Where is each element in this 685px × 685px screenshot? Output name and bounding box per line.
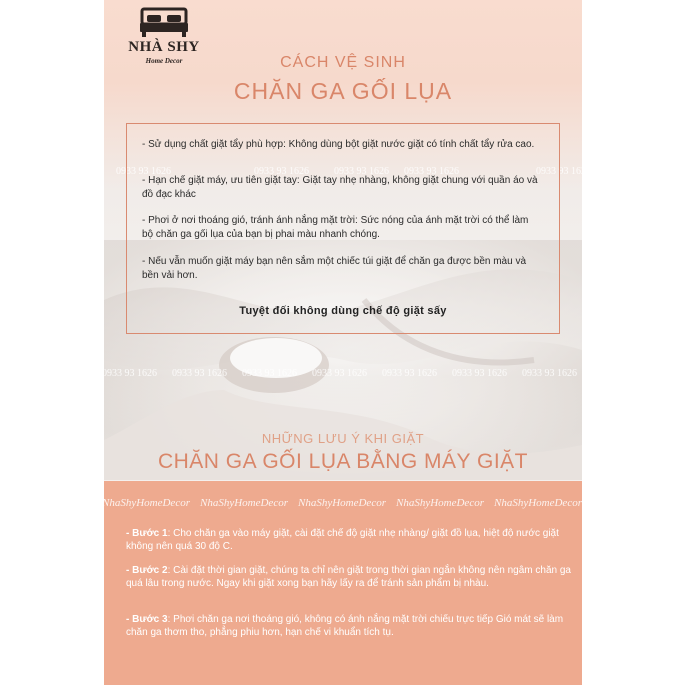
section2-heading-line2: CHĂN GA GỐI LỤA BẰNG MÁY GIẶT bbox=[157, 450, 529, 473]
watermark-phone: 0933 93 1626 bbox=[404, 166, 459, 177]
step-label: - Bước 1 bbox=[126, 528, 168, 539]
tip-item: - Sử dụng chất giặt tẩy phù hợp: Không dùng bột giặt nước giặt có tính chất tẩy rửa cao. bbox=[142, 139, 535, 150]
watermark-phone: 0933 93 1626 bbox=[242, 368, 297, 379]
watermark-phone: 0933 93 1626 bbox=[254, 166, 309, 177]
step-label: - Bước 2 bbox=[126, 565, 168, 576]
heading-line2: CHĂN GA GỐI LỤA bbox=[233, 78, 453, 104]
warning-text: Tuyệt đối không dùng chế độ giặt sấy bbox=[239, 305, 447, 317]
watermark-phone: 0933 93 1626 bbox=[102, 368, 157, 379]
care-guide-poster bbox=[102, 0, 591, 685]
heading-line1: CÁCH VỆ SINH bbox=[280, 54, 406, 71]
watermark-phone: 0933 93 1626 bbox=[334, 166, 389, 177]
watermark-phone: 0933 93 1626 bbox=[536, 166, 591, 177]
step-item bbox=[126, 527, 576, 553]
section2-heading-line1: NHỮNG LƯU Ý KHI GIẶT bbox=[261, 431, 425, 446]
watermark-phone: 0933 93 1626 bbox=[382, 368, 437, 379]
bed-icon bbox=[138, 6, 190, 38]
step-item bbox=[126, 613, 576, 639]
brand-tagline: Home Decor bbox=[145, 57, 183, 65]
watermark-brand: NhaShyHomeDecor bbox=[102, 497, 190, 509]
watermark-phone: 0933 93 1626 bbox=[452, 368, 507, 379]
watermark-brand: NhaShyHomeDecor bbox=[494, 497, 582, 509]
step-text: : Phơi chăn ga nơi thoáng gió, không có ánh nắng mặt trời chiếu trực tiếp Gió mát sẽ làm chăn ga thơm tho, phẳng phiu hơn, hạn chế vi khuẩn tích tụ. bbox=[126, 614, 564, 638]
watermark-phone: 0933 93 1626 bbox=[312, 368, 367, 379]
step-label: - Bước 3 bbox=[126, 614, 168, 625]
step-text: : Cài đặt thời gian giặt, chúng ta chỉ nên giặt trong thời gian ngắn không nên ngâm chăn ga quá lâu trong nước. Ngay khi giặt xong bạn hãy lấy ra để tránh sản phẩm bị nhàu. bbox=[126, 565, 571, 589]
tip-item: - Phơi ở nơi thoáng gió, tránh ánh nắng mặt trời: Sức nóng của ánh mặt trời có thể làm bộ chăn ga gối lụa của bạn bị phai màu nhanh chóng. bbox=[142, 215, 529, 240]
watermark-brand: NhaShyHomeDecor bbox=[396, 497, 484, 509]
brand-name: NHÀ SHY bbox=[128, 39, 200, 55]
tip-item: - Hạn chế giặt máy, ưu tiên giặt tay: Giặt tay nhẹ nhàng, không giặt chung với quần áo và đồ đạc khác bbox=[142, 175, 538, 200]
watermark-brand: NhaShyHomeDecor bbox=[200, 497, 288, 509]
step-item bbox=[126, 564, 576, 590]
watermark-brand: NhaShyHomeDecor bbox=[298, 497, 386, 509]
tip-item: - Nếu vẫn muốn giặt máy bạn nên sắm một chiếc túi giặt để chăn ga được bền màu và bền vải hơn. bbox=[142, 256, 527, 281]
watermark-phone: 0933 93 1626 bbox=[116, 166, 171, 177]
watermark-phone: 0933 93 1626 bbox=[522, 368, 577, 379]
step-text: : Cho chăn ga vào máy giặt, cài đặt chế độ giặt nhẹ nhàng/ giặt đồ lụa, hiệt độ nước giặt không nên quá 30 độ C. bbox=[126, 528, 559, 552]
watermark-phone: 0933 93 1626 bbox=[172, 368, 227, 379]
